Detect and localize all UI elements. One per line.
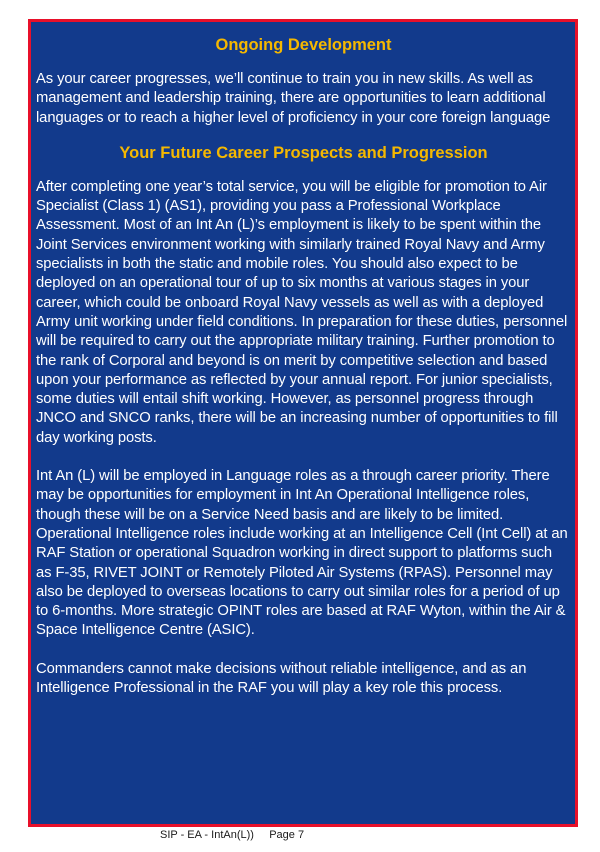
paragraph-ongoing-development: As your career progresses, we’ll continue to train you in new skills. As well as management and leadership training, there are opportunities to learn additional languages or to reach a higher level of proficiency in your core foreign language [36,71,551,126]
content-panel [28,19,578,827]
paragraph-commanders: Commanders cannot make decisions without reliable intelligence, and as an Intelligence Professional in the RAF you will play a key role this process. [36,660,527,697]
heading-career-prospects: Your Future Career Prospects and Progression [119,143,488,162]
paragraph-language-roles: Int An (L) will be employed in Language roles as a through career priority. There may be opportunities for employment in Int An Operational Intelligence roles, though these will be on a Service Need basis and are likely to be limited. Operational Intelligence roles include working at an Intelligence Cell (Int Cell) at an RAF Station or operational Squadron working in direct support to platforms such as F-35, RIVET JOINT or Remotely Piloted Air Systems (RPAS). Personnel may also be deployed to overseas locations to carry out similar roles for a period of up to 6-months. More strategic OPINT roles are based at RAF Wyton, within the Air & Space Intelligence Centre (ASIC). [36,468,568,639]
paragraph-promotion: After completing one year’s total service, you will be eligible for promotion to Air Specialist (Class 1) (AS1), providing you pass a Professional Workplace Assessment. Most of an Int An (L)’s employment is likely to be spent within the Joint Services environment working with similarly trained Royal Navy and Army specialists in both the static and mobile roles. You should also expect to be deployed on an operational tour of up to six months at various stages in your career, which could be onboard Royal Navy vessels as well as with a deployed Army unit working under field conditions. In preparation for these duties, personnel will be required to carry out the appropriate military training. Further promotion to the rank of Corporal and beyond is on merit by competitive selection and based upon your performance as reflected by your annual report. For junior specialists, some duties will entail shift working. However, as personnel progress through JNCO and SNCO ranks, there will be an increasing number of opportunities to fill day working posts. [36,178,568,446]
heading-ongoing-development: Ongoing Development [215,36,392,54]
page-footer: SIP - EA - IntAn(L)) Page 7 [160,829,305,841]
